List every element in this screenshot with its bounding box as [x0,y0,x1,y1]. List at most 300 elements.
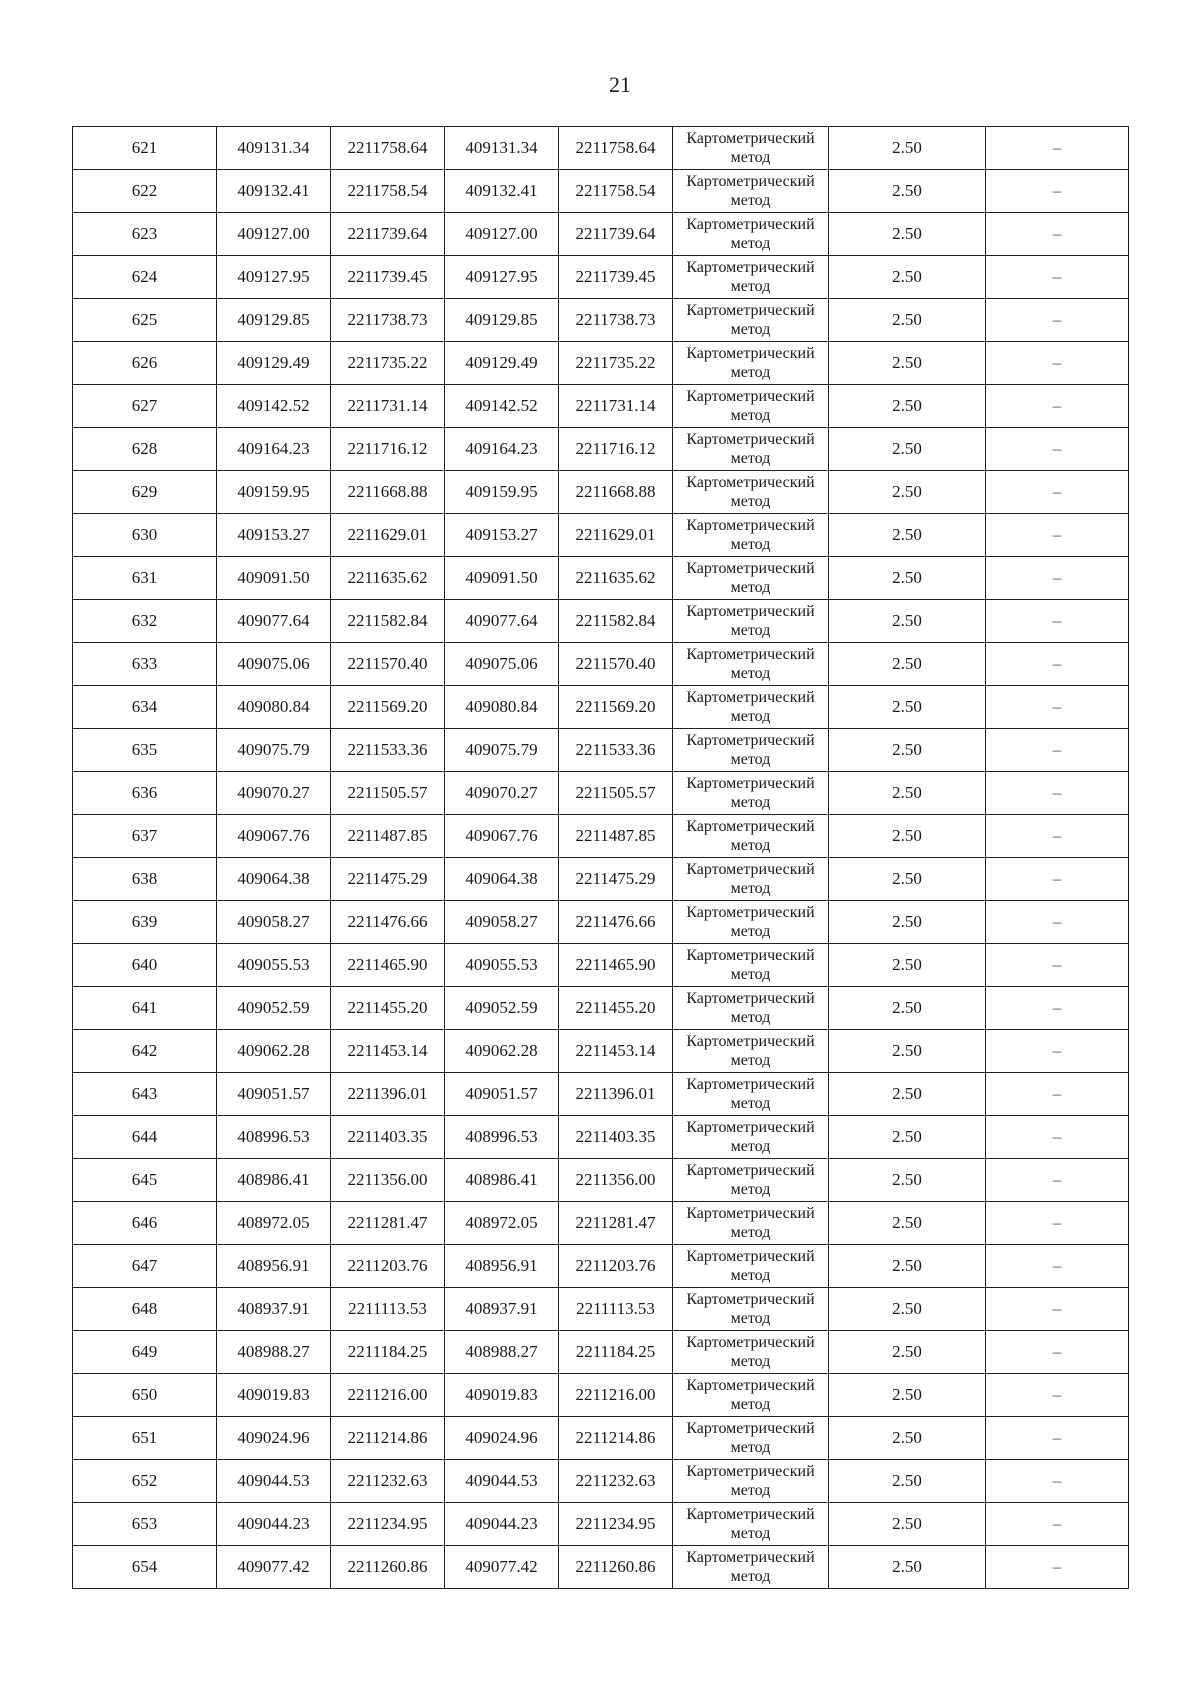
accuracy-cell: 2.50 [829,1374,986,1417]
x-new-cell: 409127.00 [445,213,559,256]
method-cell: Картометрический метод [673,557,829,600]
x-new-cell: 409131.34 [445,127,559,170]
description-cell: – [986,1546,1129,1589]
x-existing-cell: 409055.53 [217,944,331,987]
accuracy-cell: 2.50 [829,1116,986,1159]
method-cell: Картометрический метод [673,170,829,213]
table-body [73,127,1129,1589]
description-cell: – [986,729,1129,772]
description-cell: – [986,428,1129,471]
y-existing-cell: 2211356.00 [331,1159,445,1202]
point-number-cell: 635 [73,729,217,772]
x-new-cell: 408988.27 [445,1331,559,1374]
accuracy-cell: 2.50 [829,686,986,729]
table-row [73,686,1129,729]
description-cell: – [986,600,1129,643]
x-new-cell: 409055.53 [445,944,559,987]
y-existing-cell: 2211113.53 [331,1288,445,1331]
table-row [73,428,1129,471]
x-new-cell: 408937.91 [445,1288,559,1331]
y-new-cell: 2211184.25 [559,1331,673,1374]
y-new-cell: 2211214.86 [559,1417,673,1460]
description-cell: – [986,170,1129,213]
y-existing-cell: 2211465.90 [331,944,445,987]
coordinates-table [72,126,1129,1589]
accuracy-cell: 2.50 [829,342,986,385]
x-new-cell: 409077.64 [445,600,559,643]
x-new-cell: 409024.96 [445,1417,559,1460]
accuracy-cell: 2.50 [829,815,986,858]
description-cell: – [986,1331,1129,1374]
description-cell: – [986,686,1129,729]
point-number-cell: 621 [73,127,217,170]
y-new-cell: 2211505.57 [559,772,673,815]
x-new-cell: 409127.95 [445,256,559,299]
table-row [73,1546,1129,1589]
y-existing-cell: 2211629.01 [331,514,445,557]
x-existing-cell: 409019.83 [217,1374,331,1417]
page-number: 21 [609,72,631,97]
accuracy-cell: 2.50 [829,1202,986,1245]
accuracy-cell: 2.50 [829,170,986,213]
accuracy-cell: 2.50 [829,1460,986,1503]
accuracy-cell: 2.50 [829,772,986,815]
point-number-cell: 633 [73,643,217,686]
point-number-cell: 646 [73,1202,217,1245]
y-existing-cell: 2211505.57 [331,772,445,815]
method-cell: Картометрический метод [673,944,829,987]
x-existing-cell: 408996.53 [217,1116,331,1159]
x-existing-cell: 409129.49 [217,342,331,385]
method-cell: Картометрический метод [673,1331,829,1374]
method-cell: Картометрический метод [673,1245,829,1288]
method-cell: Картометрический метод [673,127,829,170]
y-new-cell: 2211396.01 [559,1073,673,1116]
y-new-cell: 2211758.54 [559,170,673,213]
description-cell: – [986,385,1129,428]
x-existing-cell: 409080.84 [217,686,331,729]
description-cell: – [986,299,1129,342]
y-existing-cell: 2211758.64 [331,127,445,170]
table-row [73,772,1129,815]
y-existing-cell: 2211260.86 [331,1546,445,1589]
method-cell: Картометрический метод [673,772,829,815]
y-existing-cell: 2211570.40 [331,643,445,686]
description-cell: – [986,1159,1129,1202]
x-new-cell: 409075.79 [445,729,559,772]
table-row [73,600,1129,643]
x-new-cell: 409142.52 [445,385,559,428]
accuracy-cell: 2.50 [829,213,986,256]
description-cell: – [986,1116,1129,1159]
y-new-cell: 2211570.40 [559,643,673,686]
x-existing-cell: 409067.76 [217,815,331,858]
x-existing-cell: 408972.05 [217,1202,331,1245]
point-number-cell: 624 [73,256,217,299]
point-number-cell: 649 [73,1331,217,1374]
point-number-cell: 627 [73,385,217,428]
table-row [73,643,1129,686]
description-cell: – [986,1288,1129,1331]
y-new-cell: 2211281.47 [559,1202,673,1245]
x-existing-cell: 408988.27 [217,1331,331,1374]
x-existing-cell: 409142.52 [217,385,331,428]
x-new-cell: 409070.27 [445,772,559,815]
accuracy-cell: 2.50 [829,1245,986,1288]
accuracy-cell: 2.50 [829,1417,986,1460]
method-cell: Картометрический метод [673,815,829,858]
point-number-cell: 623 [73,213,217,256]
point-number-cell: 626 [73,342,217,385]
table-row [73,901,1129,944]
method-cell: Картометрический метод [673,729,829,772]
table-row [73,1460,1129,1503]
accuracy-cell: 2.50 [829,256,986,299]
x-new-cell: 409019.83 [445,1374,559,1417]
y-new-cell: 2211731.14 [559,385,673,428]
accuracy-cell: 2.50 [829,557,986,600]
description-cell: – [986,342,1129,385]
method-cell: Картометрический метод [673,901,829,944]
description-cell: – [986,127,1129,170]
table-row [73,213,1129,256]
y-existing-cell: 2211232.63 [331,1460,445,1503]
method-cell: Картометрический метод [673,1374,829,1417]
description-cell: – [986,1245,1129,1288]
y-new-cell: 2211465.90 [559,944,673,987]
point-number-cell: 634 [73,686,217,729]
y-existing-cell: 2211487.85 [331,815,445,858]
method-cell: Картометрический метод [673,1417,829,1460]
table-row [73,1245,1129,1288]
x-new-cell: 409153.27 [445,514,559,557]
table-row [73,1503,1129,1546]
description-cell: – [986,1030,1129,1073]
description-cell: – [986,772,1129,815]
point-number-cell: 651 [73,1417,217,1460]
point-number-cell: 632 [73,600,217,643]
y-existing-cell: 2211403.35 [331,1116,445,1159]
point-number-cell: 640 [73,944,217,987]
x-new-cell: 409044.53 [445,1460,559,1503]
x-existing-cell: 408956.91 [217,1245,331,1288]
y-existing-cell: 2211455.20 [331,987,445,1030]
description-cell: – [986,1503,1129,1546]
x-new-cell: 408986.41 [445,1159,559,1202]
description-cell: – [986,643,1129,686]
y-new-cell: 2211476.66 [559,901,673,944]
y-existing-cell: 2211396.01 [331,1073,445,1116]
table-row [73,1417,1129,1460]
y-new-cell: 2211716.12 [559,428,673,471]
x-existing-cell: 409077.42 [217,1546,331,1589]
y-new-cell: 2211668.88 [559,471,673,514]
x-new-cell: 409052.59 [445,987,559,1030]
y-existing-cell: 2211731.14 [331,385,445,428]
method-cell: Картометрический метод [673,471,829,514]
y-existing-cell: 2211214.86 [331,1417,445,1460]
x-existing-cell: 409051.57 [217,1073,331,1116]
method-cell: Картометрический метод [673,1159,829,1202]
description-cell: – [986,944,1129,987]
method-cell: Картометрический метод [673,256,829,299]
table-row [73,170,1129,213]
x-existing-cell: 409127.95 [217,256,331,299]
y-new-cell: 2211232.63 [559,1460,673,1503]
point-number-cell: 654 [73,1546,217,1589]
x-new-cell: 409164.23 [445,428,559,471]
y-existing-cell: 2211476.66 [331,901,445,944]
point-number-cell: 648 [73,1288,217,1331]
method-cell: Картометрический метод [673,1073,829,1116]
x-new-cell: 409044.23 [445,1503,559,1546]
y-existing-cell: 2211234.95 [331,1503,445,1546]
x-existing-cell: 409052.59 [217,987,331,1030]
table-row [73,944,1129,987]
y-new-cell: 2211635.62 [559,557,673,600]
method-cell: Картометрический метод [673,385,829,428]
y-new-cell: 2211356.00 [559,1159,673,1202]
y-new-cell: 2211738.73 [559,299,673,342]
y-new-cell: 2211582.84 [559,600,673,643]
accuracy-cell: 2.50 [829,901,986,944]
x-new-cell: 409132.41 [445,170,559,213]
description-cell: – [986,213,1129,256]
description-cell: – [986,1460,1129,1503]
table-row [73,1202,1129,1245]
y-new-cell: 2211533.36 [559,729,673,772]
point-number-cell: 650 [73,1374,217,1417]
description-cell: – [986,471,1129,514]
x-existing-cell: 409159.95 [217,471,331,514]
x-new-cell: 409058.27 [445,901,559,944]
y-existing-cell: 2211203.76 [331,1245,445,1288]
accuracy-cell: 2.50 [829,428,986,471]
x-new-cell: 408996.53 [445,1116,559,1159]
point-number-cell: 637 [73,815,217,858]
x-existing-cell: 409058.27 [217,901,331,944]
table-row [73,1331,1129,1374]
y-existing-cell: 2211281.47 [331,1202,445,1245]
point-number-cell: 644 [73,1116,217,1159]
accuracy-cell: 2.50 [829,729,986,772]
x-new-cell: 408972.05 [445,1202,559,1245]
accuracy-cell: 2.50 [829,127,986,170]
table-row [73,987,1129,1030]
point-number-cell: 652 [73,1460,217,1503]
x-new-cell: 409062.28 [445,1030,559,1073]
accuracy-cell: 2.50 [829,1159,986,1202]
y-existing-cell: 2211739.45 [331,256,445,299]
x-existing-cell: 409129.85 [217,299,331,342]
x-existing-cell: 409164.23 [217,428,331,471]
x-existing-cell: 409091.50 [217,557,331,600]
accuracy-cell: 2.50 [829,1331,986,1374]
point-number-cell: 631 [73,557,217,600]
accuracy-cell: 2.50 [829,1288,986,1331]
table-row [73,729,1129,772]
accuracy-cell: 2.50 [829,471,986,514]
x-existing-cell: 409127.00 [217,213,331,256]
method-cell: Картометрический метод [673,213,829,256]
accuracy-cell: 2.50 [829,1503,986,1546]
x-new-cell: 409077.42 [445,1546,559,1589]
accuracy-cell: 2.50 [829,1546,986,1589]
accuracy-cell: 2.50 [829,1030,986,1073]
y-existing-cell: 2211569.20 [331,686,445,729]
table-row [73,1159,1129,1202]
x-new-cell: 409129.85 [445,299,559,342]
description-cell: – [986,1202,1129,1245]
accuracy-cell: 2.50 [829,944,986,987]
table-row [73,342,1129,385]
x-existing-cell: 408937.91 [217,1288,331,1331]
description-cell: – [986,514,1129,557]
x-new-cell: 409051.57 [445,1073,559,1116]
point-number-cell: 653 [73,1503,217,1546]
point-number-cell: 639 [73,901,217,944]
method-cell: Картометрический метод [673,428,829,471]
point-number-cell: 622 [73,170,217,213]
description-cell: – [986,1417,1129,1460]
y-existing-cell: 2211453.14 [331,1030,445,1073]
x-new-cell: 409129.49 [445,342,559,385]
x-existing-cell: 409044.53 [217,1460,331,1503]
point-number-cell: 642 [73,1030,217,1073]
y-existing-cell: 2211533.36 [331,729,445,772]
y-new-cell: 2211455.20 [559,987,673,1030]
y-new-cell: 2211403.35 [559,1116,673,1159]
x-new-cell: 409067.76 [445,815,559,858]
accuracy-cell: 2.50 [829,1073,986,1116]
y-new-cell: 2211739.45 [559,256,673,299]
x-existing-cell: 409044.23 [217,1503,331,1546]
point-number-cell: 647 [73,1245,217,1288]
y-existing-cell: 2211739.64 [331,213,445,256]
x-existing-cell: 409131.34 [217,127,331,170]
table-row [73,815,1129,858]
y-new-cell: 2211758.64 [559,127,673,170]
method-cell: Картометрический метод [673,1460,829,1503]
y-new-cell: 2211113.53 [559,1288,673,1331]
method-cell: Картометрический метод [673,1202,829,1245]
x-new-cell: 409159.95 [445,471,559,514]
y-new-cell: 2211203.76 [559,1245,673,1288]
y-new-cell: 2211475.29 [559,858,673,901]
y-new-cell: 2211569.20 [559,686,673,729]
method-cell: Картометрический метод [673,514,829,557]
accuracy-cell: 2.50 [829,643,986,686]
table-row [73,471,1129,514]
table-row [73,385,1129,428]
x-existing-cell: 409075.79 [217,729,331,772]
accuracy-cell: 2.50 [829,858,986,901]
method-cell: Картометрический метод [673,600,829,643]
description-cell: – [986,1374,1129,1417]
point-number-cell: 630 [73,514,217,557]
method-cell: Картометрический метод [673,1116,829,1159]
x-existing-cell: 409062.28 [217,1030,331,1073]
y-existing-cell: 2211716.12 [331,428,445,471]
table-row [73,256,1129,299]
y-new-cell: 2211234.95 [559,1503,673,1546]
x-existing-cell: 409024.96 [217,1417,331,1460]
table-row [73,1030,1129,1073]
y-existing-cell: 2211668.88 [331,471,445,514]
description-cell: – [986,858,1129,901]
y-existing-cell: 2211735.22 [331,342,445,385]
point-number-cell: 636 [73,772,217,815]
y-existing-cell: 2211582.84 [331,600,445,643]
x-existing-cell: 409153.27 [217,514,331,557]
x-new-cell: 409091.50 [445,557,559,600]
x-existing-cell: 409077.64 [217,600,331,643]
x-new-cell: 409075.06 [445,643,559,686]
accuracy-cell: 2.50 [829,987,986,1030]
point-number-cell: 625 [73,299,217,342]
method-cell: Картометрический метод [673,1503,829,1546]
y-existing-cell: 2211184.25 [331,1331,445,1374]
table-row [73,514,1129,557]
accuracy-cell: 2.50 [829,600,986,643]
x-new-cell: 408956.91 [445,1245,559,1288]
table-row [73,1288,1129,1331]
point-number-cell: 638 [73,858,217,901]
accuracy-cell: 2.50 [829,514,986,557]
table-row [73,1374,1129,1417]
method-cell: Картометрический метод [673,1030,829,1073]
description-cell: – [986,557,1129,600]
method-cell: Картометрический метод [673,858,829,901]
x-existing-cell: 409064.38 [217,858,331,901]
method-cell: Картометрический метод [673,643,829,686]
y-new-cell: 2211216.00 [559,1374,673,1417]
y-new-cell: 2211739.64 [559,213,673,256]
accuracy-cell: 2.50 [829,385,986,428]
method-cell: Картометрический метод [673,1546,829,1589]
description-cell: – [986,815,1129,858]
x-existing-cell: 408986.41 [217,1159,331,1202]
y-existing-cell: 2211475.29 [331,858,445,901]
method-cell: Картометрический метод [673,342,829,385]
y-new-cell: 2211487.85 [559,815,673,858]
description-cell: – [986,901,1129,944]
y-new-cell: 2211629.01 [559,514,673,557]
table-row [73,127,1129,170]
point-number-cell: 643 [73,1073,217,1116]
point-number-cell: 629 [73,471,217,514]
y-existing-cell: 2211635.62 [331,557,445,600]
description-cell: – [986,256,1129,299]
point-number-cell: 628 [73,428,217,471]
y-existing-cell: 2211216.00 [331,1374,445,1417]
y-existing-cell: 2211758.54 [331,170,445,213]
description-cell: – [986,987,1129,1030]
description-cell: – [986,1073,1129,1116]
y-new-cell: 2211260.86 [559,1546,673,1589]
method-cell: Картометрический метод [673,686,829,729]
method-cell: Картометрический метод [673,1288,829,1331]
accuracy-cell: 2.50 [829,299,986,342]
x-existing-cell: 409070.27 [217,772,331,815]
table-row [73,1073,1129,1116]
y-new-cell: 2211453.14 [559,1030,673,1073]
y-existing-cell: 2211738.73 [331,299,445,342]
table-row [73,858,1129,901]
x-new-cell: 409064.38 [445,858,559,901]
method-cell: Картометрический метод [673,299,829,342]
x-existing-cell: 409075.06 [217,643,331,686]
